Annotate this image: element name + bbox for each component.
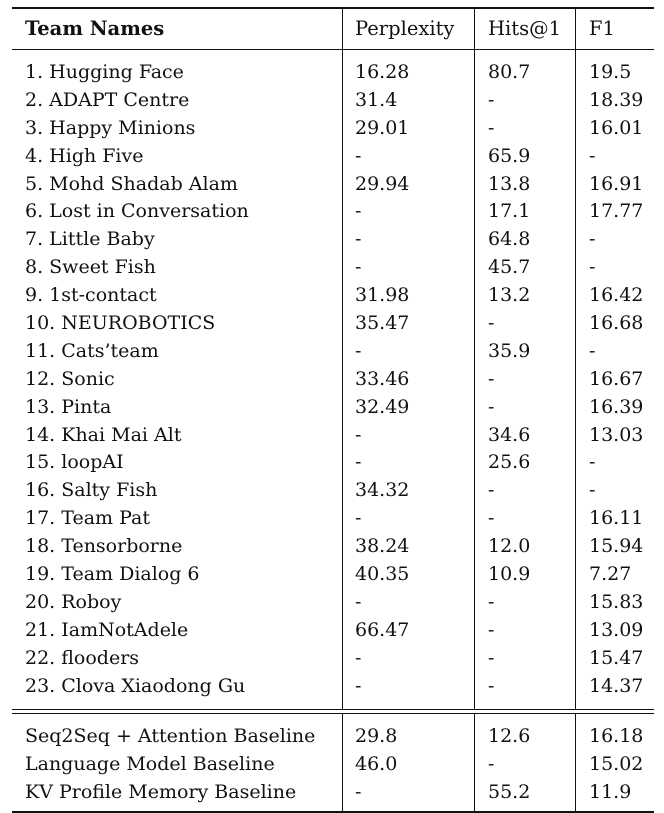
team-row: [12, 254, 654, 282]
perplexity-cell: -: [343, 422, 475, 450]
team-rows: [12, 59, 654, 700]
perplexity-cell: -: [343, 338, 475, 366]
perplexity-cell: 29.01: [343, 115, 475, 143]
f1-cell: 16.68: [589, 312, 644, 335]
baseline-row: [12, 751, 654, 779]
team-name-cell: 16. Salty Fish: [12, 477, 343, 505]
baseline-row: [12, 779, 654, 807]
f1-cell: 13.09: [589, 618, 644, 641]
f1-cell: 15.47: [589, 646, 644, 669]
team-row: [12, 338, 654, 366]
hits-at-1-cell: -: [475, 751, 576, 779]
team-name-cell: 1. Hugging Face: [12, 59, 343, 87]
team-name-cell: 17. Team Pat: [12, 505, 343, 533]
perplexity-cell: -: [343, 673, 475, 701]
f1-cell: 11.9: [589, 781, 632, 804]
team-row: [12, 617, 654, 645]
hits-at-1-cell: 34.6: [475, 422, 576, 450]
hits-at-1-cell: -: [475, 645, 576, 673]
team-name-cell: 22. flooders: [12, 645, 343, 673]
f1-cell: 7.27: [589, 563, 632, 586]
perplexity-cell: 29.94: [343, 171, 475, 199]
team-name-cell: 3. Happy Minions: [12, 115, 343, 143]
team-row: [12, 143, 654, 171]
hits-at-1-cell: 10.9: [475, 561, 576, 589]
header-row: [12, 9, 654, 49]
hits-at-1-cell: -: [475, 589, 576, 617]
perplexity-cell: -: [343, 226, 475, 254]
f1-cell: 15.02: [589, 753, 644, 776]
perplexity-cell: -: [343, 505, 475, 533]
results-table: [12, 7, 654, 813]
hits-at-1-cell: 64.8: [475, 226, 576, 254]
spacer: [12, 714, 654, 723]
perplexity-cell: -: [343, 589, 475, 617]
hits-at-1-cell: 13.8: [475, 171, 576, 199]
f1-cell: 15.94: [589, 535, 644, 558]
team-row: [12, 394, 654, 422]
team-name-cell: 7. Little Baby: [12, 226, 343, 254]
perplexity-cell: 29.8: [343, 723, 475, 751]
perplexity-cell: 66.47: [343, 617, 475, 645]
perplexity-cell: -: [343, 254, 475, 282]
team-name-cell: 9. 1st-contact: [12, 282, 343, 310]
team-row: [12, 645, 654, 673]
header-perplexity: Perplexity: [343, 9, 475, 49]
perplexity-cell: -: [343, 143, 475, 171]
perplexity-cell: 32.49: [343, 394, 475, 422]
hits-at-1-cell: -: [475, 505, 576, 533]
f1-cell: 16.18: [589, 725, 644, 748]
header-hits-at-1: Hits@1: [475, 9, 576, 49]
team-row: [12, 171, 654, 199]
f1-cell: 15.83: [589, 590, 644, 613]
f1-cell: -: [589, 339, 596, 362]
team-row: [12, 422, 654, 450]
team-name-cell: 5. Mohd Shadab Alam: [12, 171, 343, 199]
team-row: [12, 198, 654, 226]
f1-cell: 16.11: [589, 507, 644, 530]
header-f1: F1: [589, 17, 615, 40]
baseline-rows: [12, 723, 654, 807]
hits-at-1-cell: -: [475, 617, 576, 645]
hits-at-1-cell: -: [475, 87, 576, 115]
perplexity-cell: 46.0: [343, 751, 475, 779]
baseline-row: [12, 723, 654, 751]
team-name-cell: 13. Pinta: [12, 394, 343, 422]
hits-at-1-cell: 25.6: [475, 449, 576, 477]
team-row: [12, 449, 654, 477]
spacer: [12, 700, 654, 709]
f1-cell: -: [589, 228, 596, 251]
f1-cell: 18.39: [589, 88, 644, 111]
hits-at-1-cell: 35.9: [475, 338, 576, 366]
perplexity-cell: 38.24: [343, 533, 475, 561]
team-name-cell: 2. ADAPT Centre: [12, 87, 343, 115]
hits-at-1-cell: -: [475, 477, 576, 505]
f1-cell: 16.91: [589, 172, 644, 195]
spacer: [12, 807, 654, 811]
team-row: [12, 310, 654, 338]
hits-at-1-cell: -: [475, 394, 576, 422]
f1-cell: 16.42: [589, 284, 644, 307]
hits-at-1-cell: -: [475, 310, 576, 338]
hits-at-1-cell: 17.1: [475, 198, 576, 226]
hits-at-1-cell: 80.7: [475, 59, 576, 87]
team-name-cell: 14. Khai Mai Alt: [12, 422, 343, 450]
team-name-cell: 18. Tensorborne: [12, 533, 343, 561]
team-name-cell: 6. Lost in Conversation: [12, 198, 343, 226]
header-team-names: Team Names: [12, 9, 343, 49]
team-name-cell: KV Profile Memory Baseline: [12, 779, 343, 807]
hits-at-1-cell: 13.2: [475, 282, 576, 310]
team-row: [12, 589, 654, 617]
team-row: [12, 87, 654, 115]
perplexity-cell: 31.98: [343, 282, 475, 310]
perplexity-cell: -: [343, 779, 475, 807]
f1-cell: 16.39: [589, 395, 644, 418]
team-name-cell: Seq2Seq + Attention Baseline: [12, 723, 343, 751]
team-name-cell: 23. Clova Xiaodong Gu: [12, 673, 343, 701]
f1-cell: -: [589, 451, 596, 474]
perplexity-cell: 40.35: [343, 561, 475, 589]
team-name-cell: 4. High Five: [12, 143, 343, 171]
team-row: [12, 673, 654, 701]
team-row: [12, 477, 654, 505]
f1-cell: -: [589, 479, 596, 502]
team-row: [12, 533, 654, 561]
team-name-cell: Language Model Baseline: [12, 751, 343, 779]
hits-at-1-cell: 45.7: [475, 254, 576, 282]
team-row: [12, 59, 654, 87]
team-row: [12, 561, 654, 589]
perplexity-cell: 35.47: [343, 310, 475, 338]
perplexity-cell: -: [343, 449, 475, 477]
team-row: [12, 226, 654, 254]
hits-at-1-cell: -: [475, 366, 576, 394]
perplexity-cell: 16.28: [343, 59, 475, 87]
hits-at-1-cell: 65.9: [475, 143, 576, 171]
team-name-cell: 19. Team Dialog 6: [12, 561, 343, 589]
f1-cell: -: [589, 144, 596, 167]
perplexity-cell: 34.32: [343, 477, 475, 505]
f1-cell: 16.01: [589, 116, 644, 139]
team-name-cell: 10. NEUROBOTICS: [12, 310, 343, 338]
team-name-cell: 20. Roboy: [12, 589, 343, 617]
hits-at-1-cell: -: [475, 115, 576, 143]
team-row: [12, 115, 654, 143]
perplexity-cell: -: [343, 198, 475, 226]
f1-cell: 17.77: [589, 200, 644, 223]
f1-cell: 14.37: [589, 674, 644, 697]
team-row: [12, 505, 654, 533]
hits-at-1-cell: 55.2: [475, 779, 576, 807]
spacer: [12, 50, 654, 59]
team-row: [12, 282, 654, 310]
team-name-cell: 11. Cats’team: [12, 338, 343, 366]
team-row: [12, 366, 654, 394]
f1-cell: 13.03: [589, 423, 644, 446]
team-name-cell: 12. Sonic: [12, 366, 343, 394]
perplexity-cell: 31.4: [343, 87, 475, 115]
hits-at-1-cell: 12.0: [475, 533, 576, 561]
f1-cell: 19.5: [589, 61, 632, 83]
team-name-cell: 15. loopAI: [12, 449, 343, 477]
f1-cell: 16.67: [589, 367, 644, 390]
hits-at-1-cell: -: [475, 673, 576, 701]
perplexity-cell: -: [343, 645, 475, 673]
team-name-cell: 21. IamNotAdele: [12, 617, 343, 645]
hits-at-1-cell: 12.6: [475, 723, 576, 751]
f1-cell: -: [589, 256, 596, 279]
perplexity-cell: 33.46: [343, 366, 475, 394]
team-name-cell: 8. Sweet Fish: [12, 254, 343, 282]
